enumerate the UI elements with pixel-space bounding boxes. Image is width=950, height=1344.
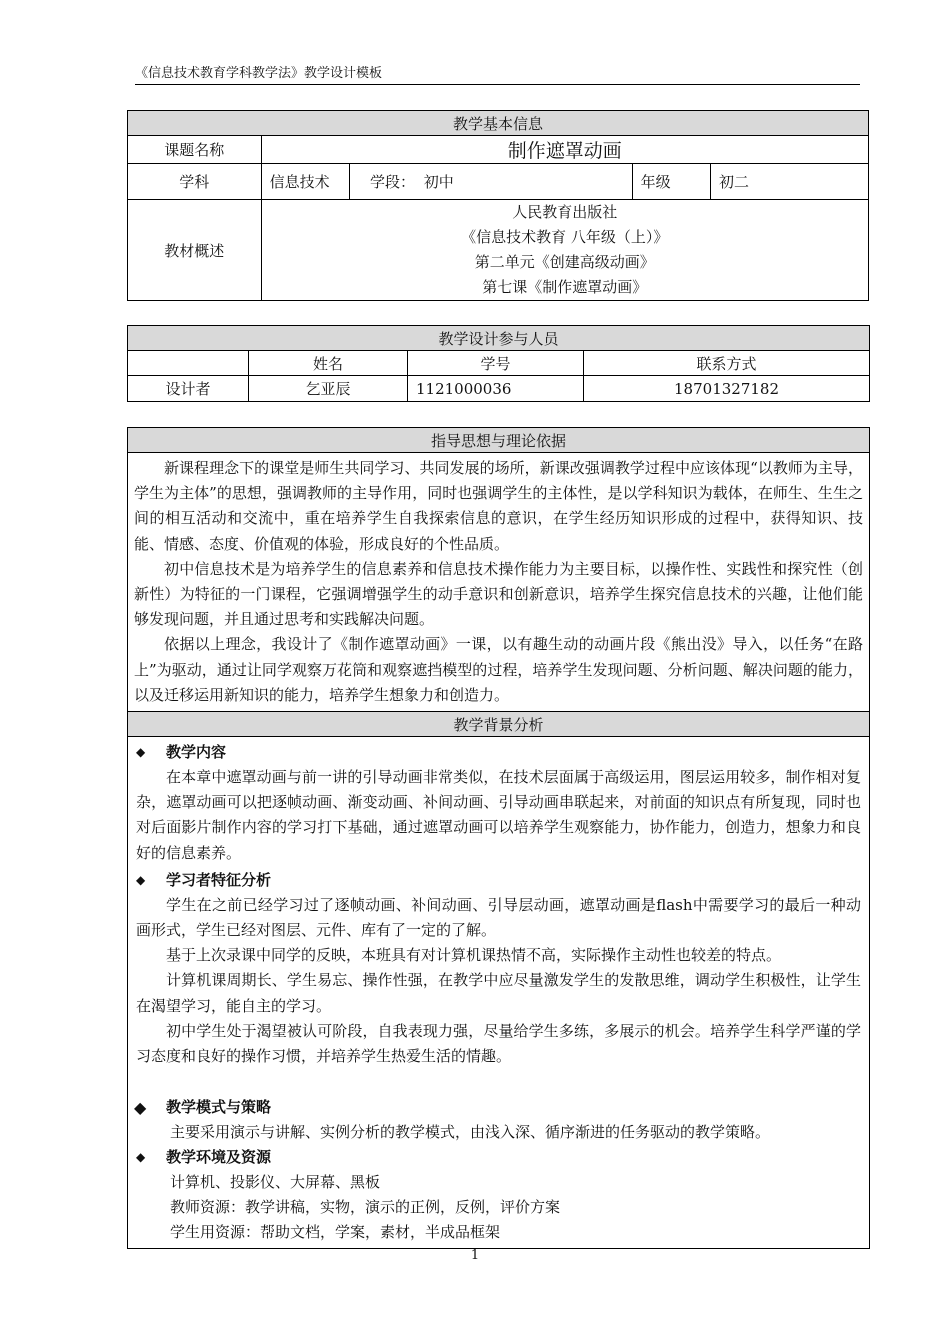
textbook-overview [261, 200, 868, 301]
textbook-line: 第七课《制作遮罩动画》 [482, 278, 648, 296]
learner-heading [132, 868, 861, 893]
basic-info-table [127, 110, 869, 301]
guidance-paragraph: 初中信息技术是为培养学生的信息素养和信息技术操作能力为主要目标，以操作性、实践性和探究性（创新性）为特征的一门课程，它强调增强学生的动手意识和创新意识，培养学生探究信息技术的兴趣，让他们能够发现问题，并且通过思考和实践解决问题。 [134, 559, 863, 629]
guidance-body [128, 453, 870, 712]
course-name: 制作遮罩动画 [261, 136, 868, 164]
textbook-line: 《信息技术教育 八年级（上）》 [461, 228, 669, 246]
guidance-title: 指导思想与理论依据 [128, 428, 870, 453]
env-heading [132, 1145, 861, 1170]
content-text: 在本章中遮罩动画与前一讲的引导动画非常类似，在技术层面属于高级运用，图层运用较多，制作相对复杂，遮罩动画可以把逐帧动画、渐变动画、补间动画、引导动画串联起来，对前面的知识点有所复现，同时也对后面影片制作内容的学习打下基础，通过遮罩动画可以培养学生观察能力，协作能力，创造力，想象力和良好的信息素养。 [136, 768, 861, 862]
diamond-bullet-icon: ◆ [136, 745, 146, 760]
participants-header-id: 学号 [408, 351, 584, 376]
diamond-bullet-icon: ◆ [136, 1150, 146, 1165]
page-header [135, 64, 860, 85]
env-line: 教师资源：教学讲稿，实物，演示的正例，反例，评价方案 [170, 1198, 561, 1217]
content-heading [132, 740, 861, 765]
textbook-label: 教材概述 [128, 200, 262, 301]
participant-contact: 18701327182 [584, 376, 870, 402]
grade-value: 初二 [711, 164, 869, 200]
stage-label: 学段： [369, 173, 415, 191]
background-title: 教学背景分析 [128, 712, 870, 737]
participants-header-name: 姓名 [249, 351, 408, 376]
mode-text: 主要采用演示与讲解、实例分析的教学模式，由浅入深、循序渐进的任务驱动的教学策略。 [170, 1123, 771, 1142]
design-table [127, 427, 870, 1249]
participant-role: 设计者 [128, 376, 249, 402]
env-line: 学生用资源：帮助文档，学案，素材，半成品框架 [170, 1223, 501, 1242]
learner-paragraph: 学生在之前已经学习过了逐帧动画、补间动画、引导层动画，遮罩动画是flash中需要学习的最后一种动画形式，学生已经对图层、元件、库有了一定的了解。 [136, 895, 861, 940]
header-title: 《信息技术教育学科教学法》教学设计模板 [135, 66, 383, 81]
learner-paragraph: 基于上次录课中同学的反映，本班具有对计算机课热情不高，实际操作主动性也较差的特点。 [166, 946, 782, 965]
stage-value: 初中 [423, 173, 454, 191]
participant-name: 乞亚辰 [249, 376, 408, 402]
stage-cell [349, 164, 632, 200]
course-name-label: 课题名称 [128, 136, 262, 164]
guidance-paragraph: 新课程理念下的课堂是师生共同学习、共同发展的场所，新课改强调教学过程中应该体现“以教师为主导，学生为主体”的思想，强调教师的主导作用，同时也强调学生的主体性，是以学科知识为载体，在师生、生生之间的相互活动和交流中，重在培养学生自我探索信息的意识，在学生经历知识形成的过程中，获得知识、技能、情感、态度、价值观的体验，形成良好的个性品质。 [134, 459, 863, 553]
participants-header-contact: 联系方式 [584, 351, 870, 376]
basic-info-title: 教学基本信息 [128, 111, 869, 136]
mode-heading-text: 教学模式与策略 [166, 1098, 272, 1117]
background-body [128, 737, 870, 1249]
content-heading-text: 教学内容 [166, 743, 227, 762]
guidance-paragraph: 依据以上理念，我设计了《制作遮罩动画》一课，以有趣生动的动画片段《熊出没》导入，以任务“在路上”为驱动，通过让同学观察万花筒和观察遮挡模型的过程，培养学生发现问题、分析问题、解决问题的能力，以及迁移运用新知识的能力，培养学生想象力和创造力。 [134, 635, 863, 704]
subject-label: 学科 [128, 164, 262, 200]
mode-heading [132, 1095, 861, 1120]
participants-title: 教学设计参与人员 [128, 326, 870, 351]
diamond-bullet-icon: ◆ [134, 1098, 147, 1118]
learner-heading-text: 学习者特征分析 [166, 870, 272, 889]
diamond-bullet-icon: ◆ [136, 872, 146, 887]
env-heading-text: 教学环境及资源 [166, 1148, 272, 1167]
learner-paragraph: 计算机课周期长、学生易忘、操作性强，在教学中应尽量激发学生的发散思维，调动学生积极性，让学生在渴望学习，能自主的学习。 [136, 971, 861, 1015]
env-line: 计算机、投影仪、大屏幕、黑板 [170, 1173, 381, 1192]
textbook-line: 人民教育出版社 [512, 203, 618, 221]
textbook-line: 第二单元《创建高级动画》 [474, 253, 655, 271]
participants-table [127, 325, 870, 402]
grade-label: 年级 [632, 164, 710, 200]
participants-header-blank [128, 351, 249, 376]
page-number: 1 [470, 1248, 480, 1263]
participant-id: 1121000036 [408, 376, 584, 402]
learner-paragraph: 初中学生处于渴望被认可阶段，自我表现力强，尽量给学生多练，多展示的机会。培养学生科学严谨的学习态度和良好的操作习惯，并培养学生热爱生活的情趣。 [136, 1021, 861, 1066]
subject-value: 信息技术 [261, 164, 349, 200]
